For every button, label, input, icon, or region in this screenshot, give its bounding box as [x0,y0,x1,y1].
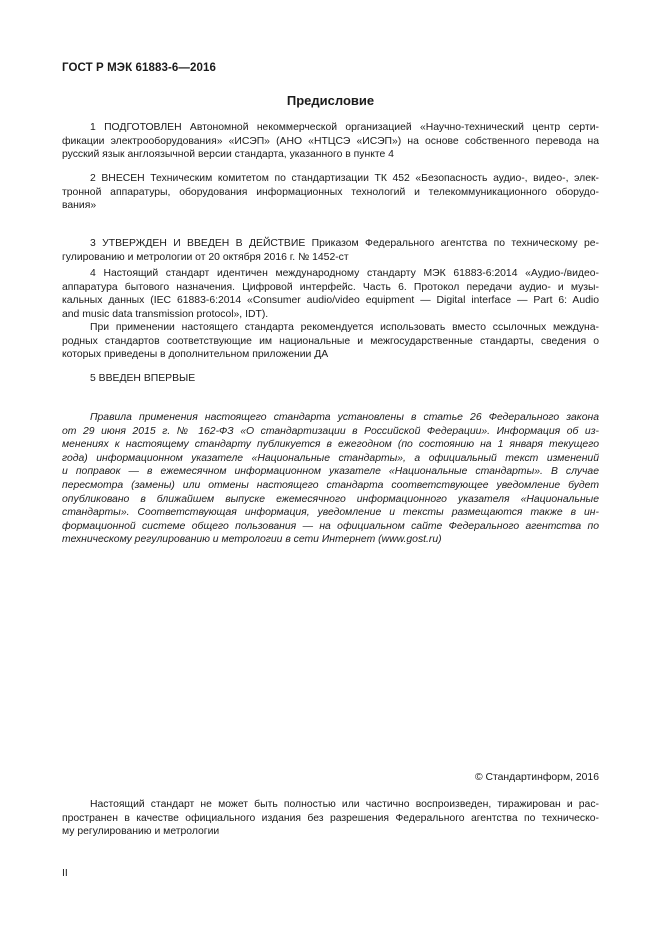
text-line: родных стандартов соответствующие им национальные и межгосударственные стандарты, сведения о [62,335,599,347]
document-code: ГОСТ Р МЭК 61883-6—2016 [62,62,216,74]
text-line: кальных данных (IEC 61883-6:2014 «Consumer audio/video equipment — Digital interface — Part 6: Audio [62,295,599,307]
notice-line: пересмотра (замены) или отмены настоящего стандарта соответствующее уведомление будет [62,479,599,491]
notice-line: и поправок — в ежемесячном информационном указателе «Национальные стандарты». В случае [62,466,599,478]
text-line: 2 ВНЕСЕН Техническим комитетом по стандартизации ТК 452 «Безопасность аудио-, видео-, элек- [90,173,599,184]
notice-line: техническому регулированию и метрологии в сети Интернет (www.gost.ru) [62,534,442,546]
preface-item-4-note [62,321,599,362]
text-line: вания» [62,200,97,212]
standard-notice [62,411,599,547]
text-line: которых приведены в дополнительном приложении ДА [62,349,329,361]
copyright: © Стандартинформ, 2016 [474,772,599,783]
preface-item-5 [62,372,599,386]
notice-line: стандарты». Соответствующая информация, уведомление и тексты размещаются также в ин- [62,507,599,519]
reproduction-notice [62,798,599,839]
preface-item-2 [62,172,599,213]
text-line: тронной аппаратуры, оборудования информационных технологий и телекоммуникационного оборудо- [62,186,599,198]
footer-line: Настоящий стандарт не может быть полностью или частично воспроизведен, тиражирован и рас- [90,799,599,810]
text-line: 1 ПОДГОТОВЛЕН Автономной некоммерческой организацией «Научно-технический центр серти- [90,122,599,133]
notice-line: опубликовано в ближайшем выпуске ежемесячного информационного указателя «Национальные [62,493,599,505]
page-number: II [62,868,68,879]
text-line: гулированию и метрологии от 20 октября 2016 г. № 1452-ст [62,251,349,263]
footer-line: му регулированию и метрологии [62,826,220,838]
text-line: 3 УТВЕРЖДЕН И ВВЕДЕН В ДЕЙСТВИЕ Приказом Федерального агентства по техническому ре- [90,238,599,249]
text-line: 4 Настоящий стандарт идентичен международному стандарту МЭК 61883-6:2014 «Аудио-/видео- [90,268,599,279]
notice-line: Правила применения настоящего стандарта установлены в статье 26 Федерального закона [90,412,599,423]
text-line: фикации электрооборудования» «ИСЭП» (АНО «НТЦСЭ «ИСЭП») на основе собственного перевода на [62,135,599,147]
footer-line: пространен в качестве официального издания без разрешения Федерального агентства по техническо- [62,812,599,824]
text-line: русский язык англоязычной версии стандарта, указанного в пункте 4 [62,149,394,161]
preface-item-3 [62,237,599,264]
notice-line: формационной системе общего пользования — на официальном сайте Федерального агентства по [62,520,599,532]
preface-item-4 [62,267,599,321]
notice-line: года) информационном указателе «Национальные стандарты», а официальный текст изменений [62,452,599,464]
notice-line: менениях к настоящему стандарту публикуется в ежегодном (по состоянию на 1 января текущего [62,439,599,451]
notice-line: от 29 июня 2015 г. № 162-ФЗ «О стандартизации в Российской Федерации». Информация об из- [62,425,599,437]
text-line: При применении настоящего стандарта рекомендуется использовать вместо ссылочных междуна- [90,322,599,333]
text-line: 5 ВВЕДЕН ВПЕРВЫЕ [90,373,196,384]
preface-item-1 [62,121,599,162]
text-line: and music data transmission protocol», IDT). [62,308,269,320]
preface-title: Предисловие [286,93,375,108]
text-line: аппаратура бытового назначения. Цифровой интерфейс. Часть 6. Протокол передачи аудио- и музы- [62,281,599,293]
